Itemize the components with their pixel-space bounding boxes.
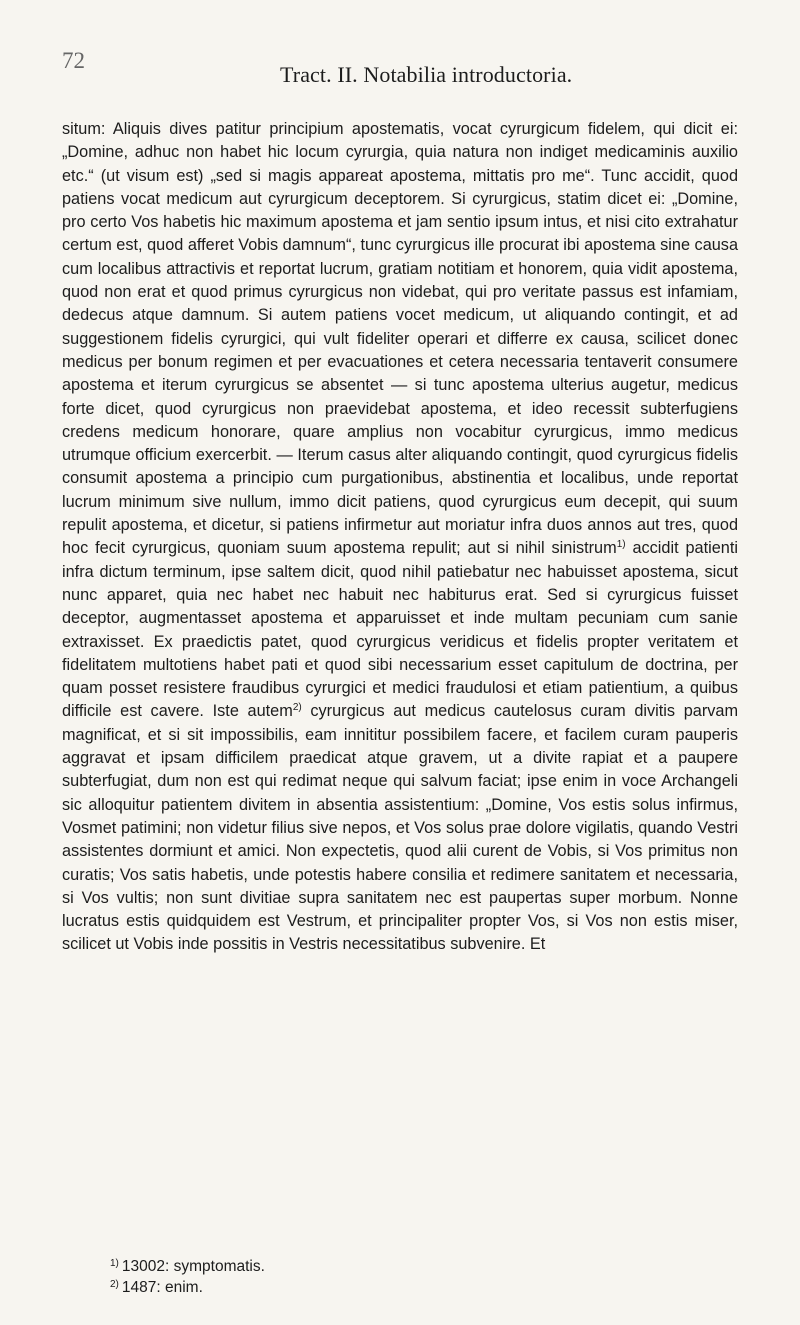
footnote-text: 1487: enim.: [121, 1279, 203, 1296]
page-number: 72: [62, 48, 85, 73]
body-text-segment-1: situm: Aliquis dives patitur principium apostematis, vocat cyrurgicum fidelem, qui dicit ei: „Domine, adhuc non habet hic locum cyrurgia, quia natura non indiget medicaminis auxilio etc.“ (ut visum est) „sed si magis appareat apostema, mittatis pro me“. Tunc accidit, quod patiens vocat medicum aut cyrurgicum deceptorem. Si cyrurgicus, statim dicet ei: „Domine, pro certo Vos habetis hic maximum apostema et jam sentio ipsum intus, et nisi cito extrahatur certum est, quod afferet Vobis damnum“, tunc cyrurgicus ille procurat ibi apostema sine causa cum localibus attractivis et reportat lucrum, gratiam notitiam et honorem, quia vidit apostema, quod non erat et quod primus cyrurgicus non videbat, qui pro veritate passus est infamiam, dedecus atque damnum. Si autem patiens vocet medicum, ut aliquando contingit, et ad suggestionem fidelis cyrurgici, qui vult fideliter operari et differre ex causa, scilicet donec medicus per bonum regimen et per evacuationes et cetera necessaria tentaverit consumere apostema et iterum cyrurgicus se absentet — si tunc apostema ulterius augetur, medicus forte dicet, quod cyrurgicus non praevidebat apostema, et ideo recessit subterfugiens credens medicum honorare, quare amplius non vocabitur cyrurgicus, immo medicus utrumque officium exercerbit. — Iterum casus alter aliquando contingit, quod cyrurgicus fidelis consumit apostema a principio cum purgationibus, abstinentia et localibus, unde reportat lucrum minimum sive nullum, immo dicit patiens, quod cyrurgicus eum decepit, qui suum repulit apostema, et dicetur, si patiens infirmetur aut moriatur infra duos annos aut tres, quod hoc fecit cyrurgicus, quoniam suum apostema repulit; aut si nihil sinistrum: [62, 120, 738, 558]
footnotes: [110, 1256, 730, 1298]
body-text-segment-3: cyrurgicus aut medicus cautelosus curam divitis parvam magnificat, et si sit impossibilis, eam innititur possibilem facere, et facilem curam pauperis aggravat et ipsam difficilem praedicat atque gravem, ut a divite rapiat et a paupere subterfugiat, dum non est qui redimat neque qui salvum faciat; ipse enim in voce Archangeli sic alloquitur patientem divitem in absentia assistentium: „Domine, Vos estis solus infirmus, Vosmet patimini; non videtur filius sive nepos, et Vos solus prae dolore vigilatis, quando Vestri assistentes dormiunt et amici. Non expectetis, quod alii curent de Vobis, si Vos primitus non curatis; Vos satis habetis, unde potestis habere consilia et redimere sanitatem et necessaria, si Vos vultis; non sunt divitiae supra sanitatem nec est paupertas super morbum. Nonne lucratus estis quidquidem est Vestrum, et principaliter propter Vos, si Vos non estis miser, scilicet ut Vobis inde possitis in Vestris necessitatibus subvenire. Et: [62, 702, 739, 954]
footnote-ref-2: 2): [292, 702, 302, 714]
footnote-2: [110, 1277, 730, 1298]
body-text-segment-2: accidit patienti infra dictum terminum, ipse saltem dicit, quod nihil patiebatur nec habuisset apostema, sicut nunc apparet, quia nec habet nec habuit nec habiturus erat. Sed si cyrurgicus fuisset deceptor, augmentasset apostema et apparuisset et inde multam pecuniam cum sanie extraxisset. Ex praedictis patet, quod cyrurgicus veridicus et fidelis propter veritatem et fidelitatem multotiens habet pati et quod sibi necessarium esset capitulum de doctrina, per quam posset resistere fraudibus cyrurgici et medici fraudulosi et etiam patientium, a quibus difficile est cavere. Iste autem: [62, 539, 738, 721]
footnote-text: 13002: symptomatis.: [121, 1258, 265, 1275]
page-header: [62, 48, 742, 88]
main-text: [62, 118, 738, 957]
running-title: Tract. II. Notabilia introductoria.: [280, 62, 573, 87]
footnote-1: [110, 1256, 730, 1277]
footnote-marker: 1): [110, 1258, 119, 1269]
footnote-marker: 2): [110, 1279, 119, 1290]
footnote-ref-1: 1): [616, 539, 626, 551]
body-paragraph: [62, 118, 738, 957]
